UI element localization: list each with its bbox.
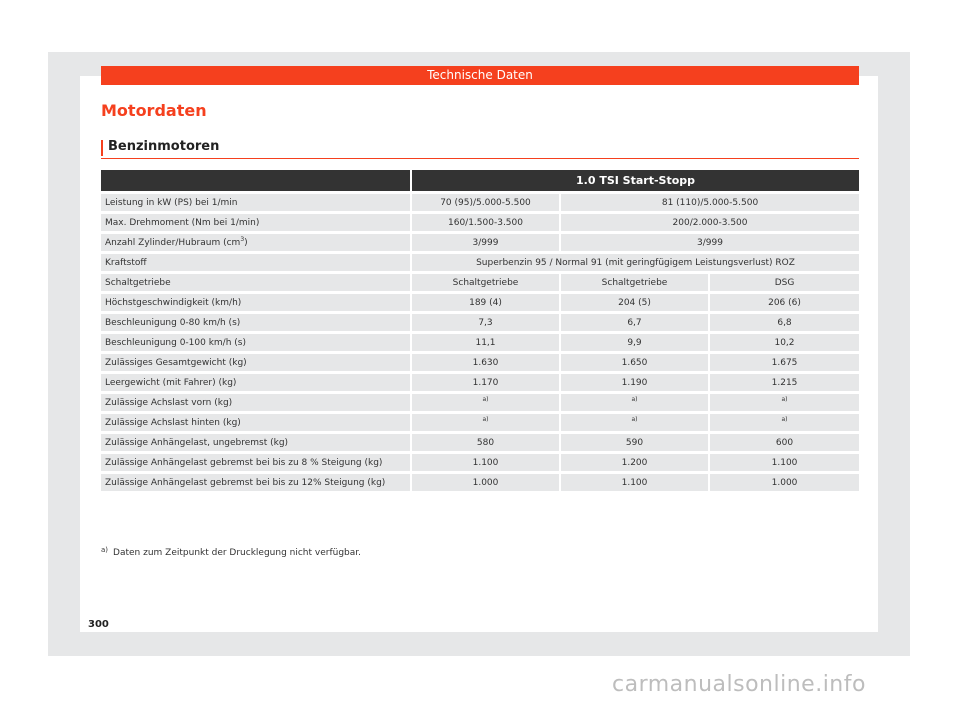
row-value [710, 394, 859, 414]
row-value: DSG [710, 274, 859, 294]
row-value: 204 (5) [561, 294, 710, 314]
row-label: Zulässige Anhängelast gebremst bei bis zu 12% Steigung (kg) [101, 474, 412, 494]
row-value [412, 394, 561, 414]
footnote-ref: a) [482, 415, 489, 423]
row-value: 160/1.500-3.500 [412, 214, 561, 234]
row-label: Zulässige Achslast vorn (kg) [101, 394, 412, 414]
row-value: 3/999 [412, 234, 561, 254]
row-value: 6,8 [710, 314, 859, 334]
table-header-row [101, 170, 859, 194]
row-label: Kraftstoff [101, 254, 412, 274]
row-value [561, 394, 710, 414]
table-row [101, 294, 859, 314]
row-value: 3/999 [561, 234, 859, 254]
row-value: 6,7 [561, 314, 710, 334]
row-label-suffix: ) [244, 237, 248, 248]
row-value: 1.630 [412, 354, 561, 374]
row-label: Zulässige Anhängelast, ungebremst (kg) [101, 434, 412, 454]
table-row [101, 334, 859, 354]
row-label: Max. Drehmoment (Nm bei 1/min) [101, 214, 412, 234]
footnote-ref: a) [631, 395, 638, 403]
watermark: carmanualsonline.info [612, 672, 866, 697]
row-value: 7,3 [412, 314, 561, 334]
row-value: 206 (6) [710, 294, 859, 314]
footnote-ref: a) [482, 395, 489, 403]
row-value: 590 [561, 434, 710, 454]
footnote [101, 548, 361, 558]
footnote-mark: a) [101, 546, 109, 554]
table-row [101, 354, 859, 374]
footnote-ref: a) [781, 415, 788, 423]
table-row [101, 274, 859, 294]
table-row [101, 474, 859, 494]
row-value: 1.675 [710, 354, 859, 374]
footnote-ref: a) [781, 395, 788, 403]
row-value: Schaltgetriebe [561, 274, 710, 294]
footnote-text: Daten zum Zeitpunkt der Drucklegung nicht verfügbar. [113, 548, 362, 558]
row-label: Höchstgeschwindigkeit (km/h) [101, 294, 412, 314]
row-label: Beschleunigung 0-80 km/h (s) [101, 314, 412, 334]
row-value: 1.100 [710, 454, 859, 474]
row-value: 1.190 [561, 374, 710, 394]
row-value: 9,9 [561, 334, 710, 354]
row-label: Beschleunigung 0-100 km/h (s) [101, 334, 412, 354]
table-row [101, 414, 859, 434]
row-value [412, 414, 561, 434]
row-value: 600 [710, 434, 859, 454]
subsection-marker [101, 140, 103, 156]
row-value: 81 (110)/5.000-5.500 [561, 194, 859, 214]
row-value: 1.650 [561, 354, 710, 374]
row-value: 189 (4) [412, 294, 561, 314]
subsection-heading [101, 139, 859, 159]
engine-data-table [101, 170, 859, 494]
row-label: Leistung in kW (PS) bei 1/min [101, 194, 412, 214]
table-row [101, 214, 859, 234]
row-value-span: Superbenzin 95 / Normal 91 (mit geringfügigem Leistungsverlust) ROZ [412, 254, 859, 274]
subsection-title: Benzinmotoren [108, 139, 220, 154]
row-value: 10,2 [710, 334, 859, 354]
row-value: 70 (95)/5.000-5.500 [412, 194, 561, 214]
table-row [101, 254, 859, 274]
row-value: 1.000 [710, 474, 859, 494]
row-value [561, 414, 710, 434]
table-row [101, 374, 859, 394]
table-row [101, 454, 859, 474]
row-value [710, 414, 859, 434]
row-label: Schaltgetriebe [101, 274, 412, 294]
table-row [101, 394, 859, 414]
row-value: 1.170 [412, 374, 561, 394]
row-value: 1.000 [412, 474, 561, 494]
engine-header: 1.0 TSI Start-Stopp [412, 170, 859, 194]
row-value: 1.200 [561, 454, 710, 474]
row-label [101, 234, 412, 254]
row-label: Zulässige Anhängelast gebremst bei bis zu 8 % Steigung (kg) [101, 454, 412, 474]
row-label: Leergewicht (mit Fahrer) (kg) [101, 374, 412, 394]
table-row [101, 314, 859, 334]
row-value: 1.100 [561, 474, 710, 494]
table-header-empty [101, 170, 412, 194]
table-row [101, 434, 859, 454]
row-label-superscript: 3 [240, 235, 245, 243]
table-row [101, 234, 859, 254]
row-value: 580 [412, 434, 561, 454]
page-number: 300 [88, 619, 109, 630]
row-value: Schaltgetriebe [412, 274, 561, 294]
row-label: Zulässige Achslast hinten (kg) [101, 414, 412, 434]
chapter-header: Technische Daten [101, 66, 859, 85]
row-label: Zulässiges Gesamtgewicht (kg) [101, 354, 412, 374]
row-value: 11,1 [412, 334, 561, 354]
row-label-text: Anzahl Zylinder/Hubraum (cm [105, 237, 241, 248]
row-value: 200/2.000-3.500 [561, 214, 859, 234]
table-row [101, 194, 859, 214]
footnote-ref: a) [631, 415, 638, 423]
row-value: 1.215 [710, 374, 859, 394]
row-value: 1.100 [412, 454, 561, 474]
section-title: Motordaten [101, 101, 207, 120]
